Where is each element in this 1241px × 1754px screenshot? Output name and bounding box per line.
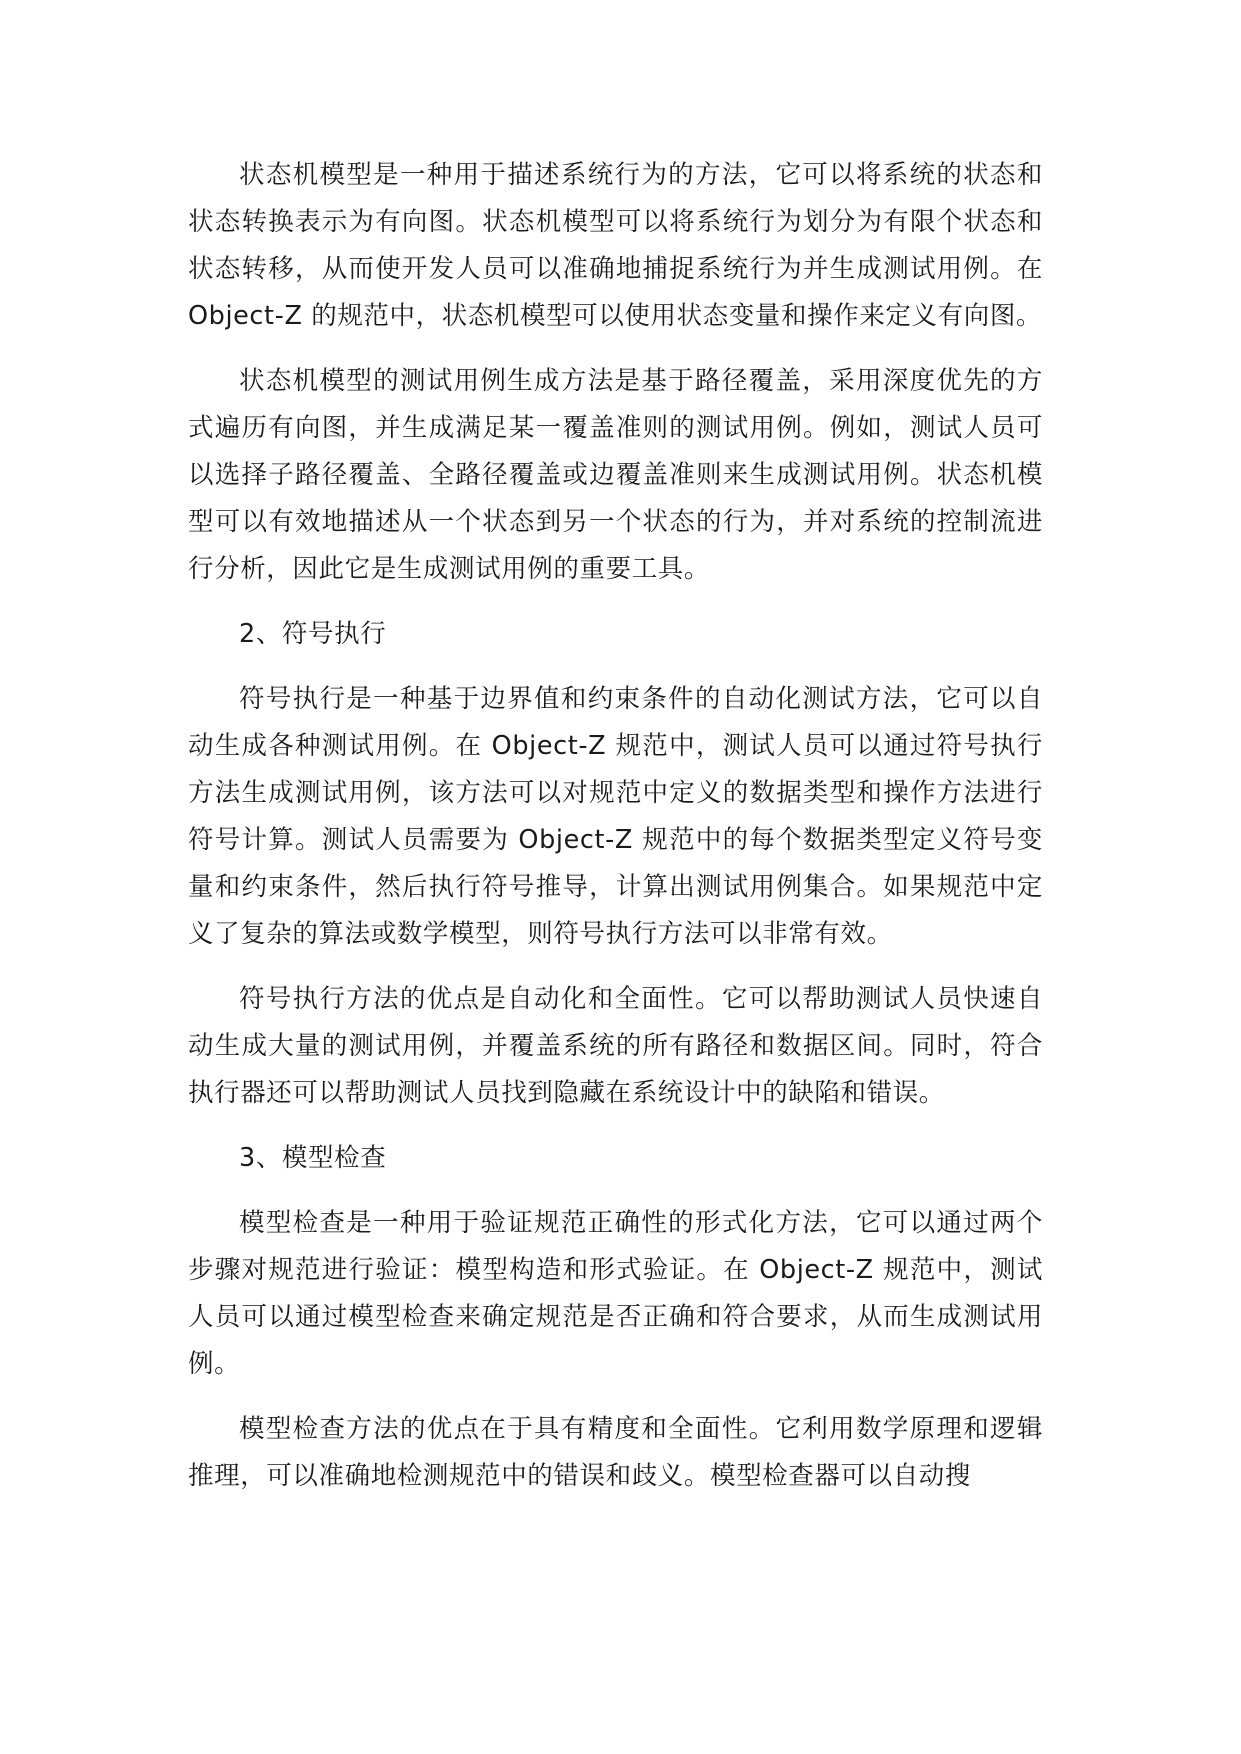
paragraph-state-machine-testing: 状态机模型的测试用例生成方法是基于路径覆盖，采用深度优先的方式遍历有向图，并生成满足某一覆盖准则的测试用例。例如，测试人员可以选择子路径覆盖、全路径覆盖或边覆盖准则来生成测试用例。状态机模型可以有效地描述从一个状态到另一个状态的行为，并对系统的控制流进行分析，因此它是生成测试用例的重要工具。 [188,366,1043,584]
section-heading-model-checking: 3、模型检查 [239,1143,387,1173]
paragraph-state-machine-intro: 状态机模型是一种用于描述系统行为的方法，它可以将系统的状态和状态转换表示为有向图。状态机模型可以将系统行为划分为有限个状态和状态转移，从而使开发人员可以准确地捕捉系统行为并生成测试用例。在 Object-Z 的规范中，状态机模型可以使用状态变量和操作来定义有向图。 [188,160,1043,331]
paragraph-symbolic-execution-intro: 符号执行是一种基于边界值和约束条件的自动化测试方法，它可以自动生成各种测试用例。在 Object-Z 规范中，测试人员可以通过符号执行方法生成测试用例，该方法可以对规范中定义的数据类型和操作方法进行符号计算。测试人员需要为 Object-Z 规范中的每个数据类型定义符号变量和约束条件，然后执行符号推导，计算出测试用例集合。如果规范中定义了复杂的算法或数学模型，则符号执行方法可以非常有效。 [188,684,1043,949]
paragraph-symbolic-execution-advantages: 符号执行方法的优点是自动化和全面性。它可以帮助测试人员快速自动生成大量的测试用例，并覆盖系统的所有路径和数据区间。同时，符合执行器还可以帮助测试人员找到隐藏在系统设计中的缺陷和错误。 [188,984,1043,1108]
paragraph-model-checking-advantages: 模型检查方法的优点在于具有精度和全面性。它利用数学原理和逻辑推理，可以准确地检测规范中的错误和歧义。模型检查器可以自动搜 [188,1414,1043,1491]
paragraph-model-checking-intro: 模型检查是一种用于验证规范正确性的形式化方法，它可以通过两个步骤对规范进行验证：模型构造和形式验证。在 Object-Z 规范中，测试人员可以通过模型检查来确定规范是否正确和符合要求，从而生成测试用例。 [188,1208,1043,1379]
document-body [188,152,1043,1518]
section-heading-symbolic-execution: 2、符号执行 [239,619,387,649]
